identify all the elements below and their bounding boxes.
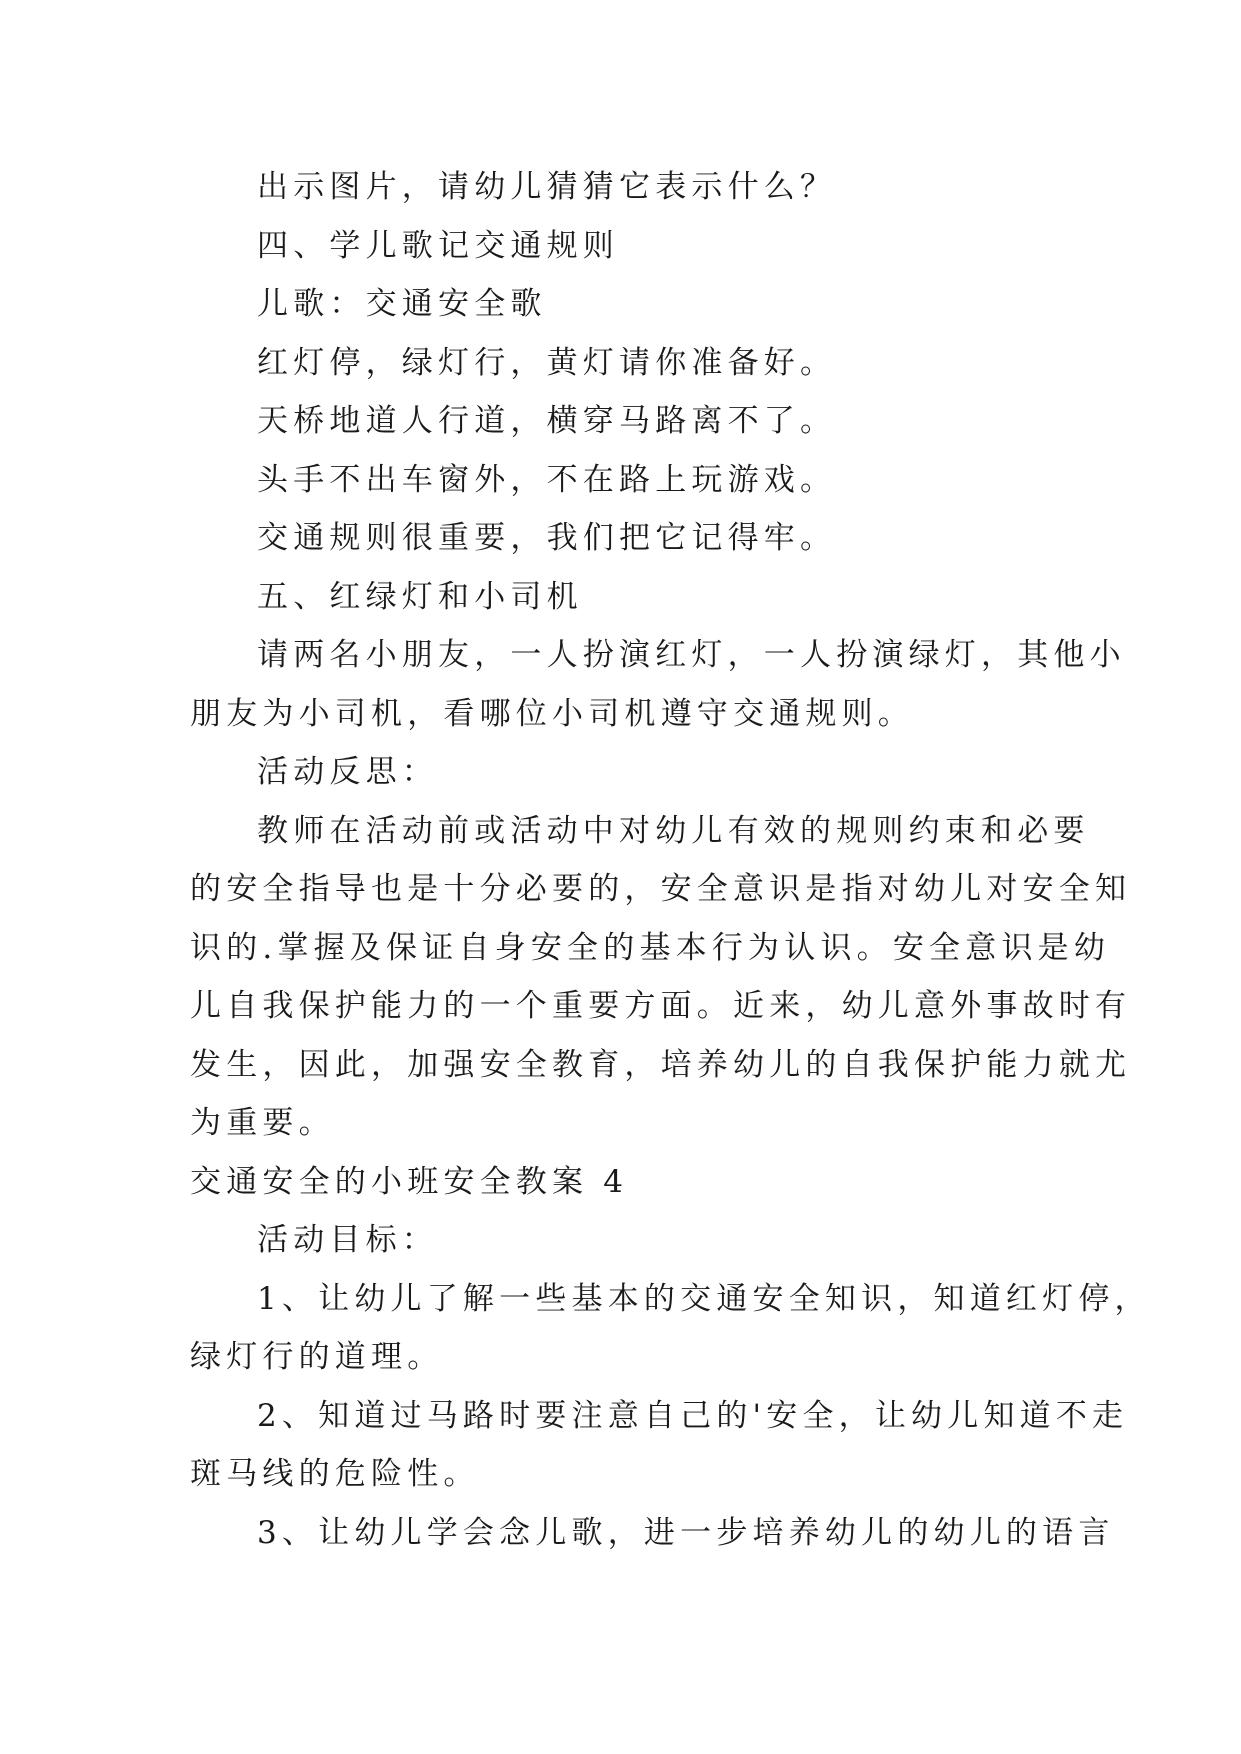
paragraph-line: 1、让幼儿了解一些基本的交通安全知识，知道红灯停， bbox=[257, 1280, 1151, 1317]
paragraph bbox=[190, 802, 1132, 1153]
song-line: 交通规则很重要，我们把它记得牢。 bbox=[257, 520, 837, 556]
paragraph-line: 朋友为小司机，看哪位小司机遵守交通规则。 bbox=[190, 695, 914, 732]
paragraph-line: 的安全指导也是十分必要的，安全意识是指对幼儿对安全知 bbox=[190, 871, 1132, 907]
paragraph-line: 斑马线的危险性。 bbox=[190, 1456, 480, 1492]
section-heading: 活动反思： bbox=[257, 754, 438, 790]
paragraph-line: 识的.掌握及保证自身安全的基本行为认识。安全意识是幼 bbox=[190, 929, 1111, 966]
paragraph-line: 发生，因此，加强安全教育，培养幼儿的自我保护能力就尤 bbox=[190, 1046, 1132, 1083]
paragraph-line: 2、知道过马路时要注意自己的'安全，让幼儿知道不走 bbox=[257, 1397, 1129, 1434]
song-title: 儿歌：交通安全歌 bbox=[257, 286, 547, 322]
list-item bbox=[190, 1387, 1129, 1504]
section-heading: 四、学儿歌记交通规则 bbox=[257, 227, 619, 264]
song-line: 头手不出车窗外，不在路上玩游戏。 bbox=[257, 461, 837, 498]
section-heading: 五、红绿灯和小司机 bbox=[257, 578, 583, 615]
document-title: 交通安全的小班安全教案 4 bbox=[190, 1163, 629, 1200]
song-line: 天桥地道人行道，横穿马路离不了。 bbox=[257, 403, 837, 439]
paragraph-line: 请两名小朋友，一人扮演红灯，一人扮演绿灯，其他小 bbox=[257, 637, 1126, 673]
paragraph-line: 儿自我保护能力的一个重要方面。近来，幼儿意外事故时有 bbox=[190, 988, 1132, 1024]
paragraph bbox=[190, 626, 1126, 743]
paragraph-line: 教师在活动前或活动中对幼儿有效的规则约束和必要 bbox=[257, 812, 1090, 849]
document-body bbox=[190, 158, 1151, 1562]
list-item bbox=[190, 1504, 1115, 1563]
paragraph-line: 为重要。 bbox=[190, 1105, 335, 1141]
song-line: 红灯停，绿灯行，黄灯请你准备好。 bbox=[257, 344, 837, 381]
paragraph-line: 3、让幼儿学会念儿歌，进一步培养幼儿的幼儿的语言 bbox=[257, 1514, 1115, 1551]
paragraph-line: 绿灯行的道理。 bbox=[190, 1339, 444, 1375]
paragraph: 出示图片，请幼儿猜猜它表示什么？ bbox=[257, 169, 837, 205]
section-heading: 活动目标： bbox=[257, 1222, 438, 1258]
list-item bbox=[190, 1270, 1151, 1387]
